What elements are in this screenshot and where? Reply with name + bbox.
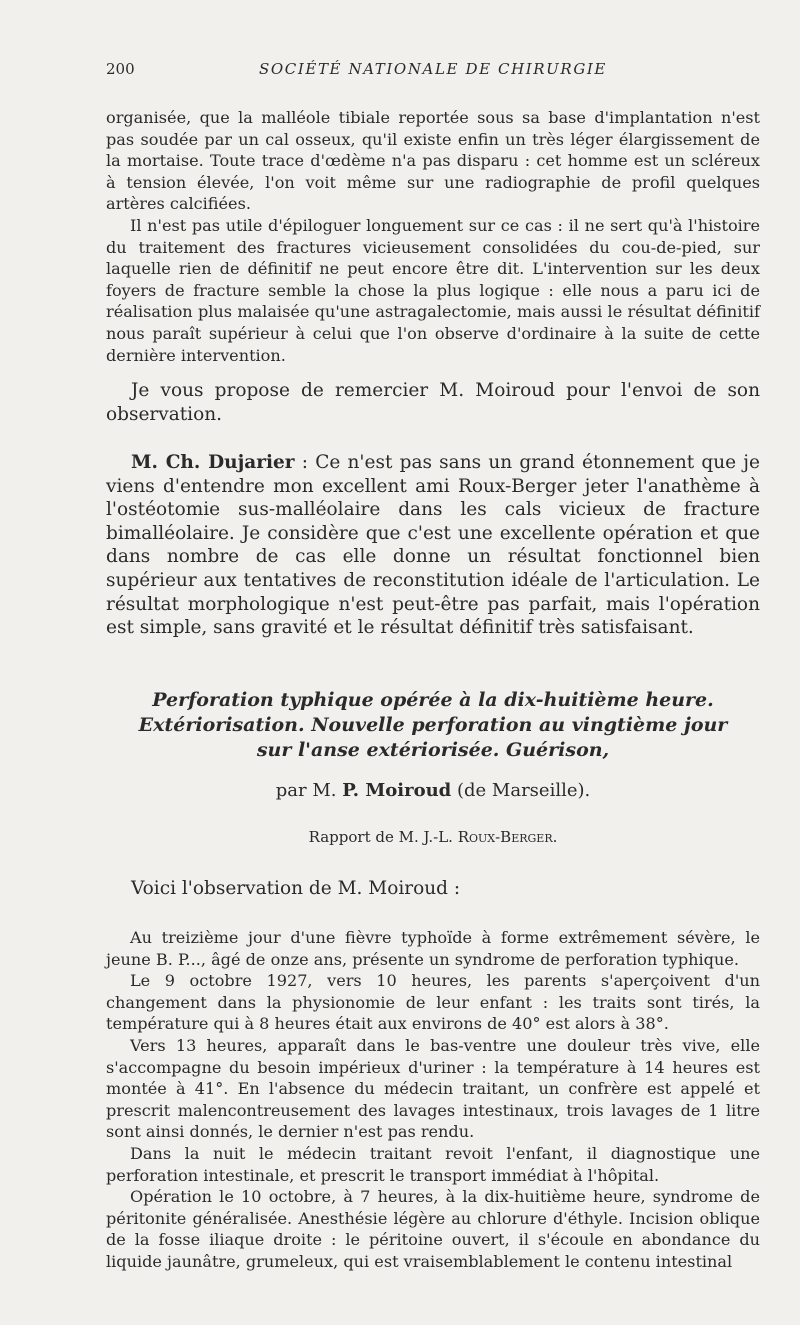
byline-prefix: par M. bbox=[275, 780, 343, 801]
dujarier-block bbox=[106, 451, 760, 640]
byline-suffix: (de Marseille). bbox=[451, 780, 591, 801]
rapporteur-name: Roux-Berger bbox=[457, 828, 553, 846]
rapport-prefix: Rapport de M. J.-L. bbox=[308, 828, 458, 846]
paragraph: organisée, que la malléole tibiale reportée sous sa base d'implantation n'est pas soudée par un cal osseux, qu'il existe enfin un très léger élargissement de la mortaise. Toute trace d'œdème n'a pas disparu : cet homme est un scléreux à tension élevée, l'on voit même sur une radiographie de profil quelques artères calcifiées. bbox=[106, 108, 760, 214]
byline bbox=[106, 780, 760, 801]
rapport-line bbox=[106, 828, 760, 846]
dujarier-text: : Ce n'est pas sans un grand étonnement que je viens d'entendre mon excellent ami Roux-Berger jeter l'anathème à l'ostéotomie sus-malléolaire dans les cals vicieux de fracture bimalléolaire. Je considère que c'est une excellente opération et que dans nombre de cas elle donne un résultat fonctionnel bien supérieur aux tentatives de reconstitution idéale de l'articulation. Le résultat morphologique n'est peut-être pas parfait, mais l'opération est simple, sans gravité et le résultat définitif très satisfaisant. bbox=[106, 452, 760, 639]
title-line: Perforation typhique opérée à la dix-huitième heure. bbox=[152, 689, 714, 711]
paragraph: Le 9 octobre 1927, vers 10 heures, les parents s'aperçoivent d'un changement dans la physionomie de leur enfant : les traits sont tirés, la température qui à 8 heures était aux environs de 40° est alors à 38°. bbox=[106, 971, 760, 1034]
title-line: Extériorisation. Nouvelle perforation au vingtième jour bbox=[138, 714, 728, 736]
top-text-block bbox=[106, 107, 760, 366]
rapport-suffix: . bbox=[552, 828, 558, 846]
paragraph: Au treizième jour d'une fièvre typhoïde à forme extrêmement sévère, le jeune B. P..., âgé de onze ans, présente un syndrome de perforation typhique. bbox=[106, 928, 760, 969]
intro-block bbox=[106, 877, 760, 901]
paragraph: Vers 13 heures, apparaît dans le bas-ventre une douleur très vive, elle s'accompagne du besoin impérieux d'uriner : la température à 14 heures est montée à 41°. En l'absence du médecin traitant, un confrère est appelé et prescrit malencontreusement des lavages intestinaux, trois lavages de 1 litre sont ainsi donnés, le dernier n'est pas rendu. bbox=[106, 1035, 760, 1142]
page-number: 200 bbox=[106, 60, 135, 78]
speaker-name: M. Ch. Dujarier bbox=[131, 452, 295, 473]
observation-block bbox=[106, 927, 760, 1273]
proposal-paragraph: Je vous propose de remercier M. Moiroud pour l'envoi de son observation. bbox=[106, 380, 760, 425]
proposal-block bbox=[106, 379, 760, 426]
author-name: P. Moiroud bbox=[342, 780, 452, 801]
title-line: sur l'anse extériorisée. Guérison, bbox=[256, 739, 610, 761]
dujarier-paragraph bbox=[106, 451, 760, 640]
running-title: SOCIÉTÉ NATIONALE DE CHIRURGIE bbox=[259, 60, 607, 78]
paragraph: Il n'est pas utile d'épiloguer longuement sur ce cas : il ne sert qu'à l'histoire du traitement des fractures vicieusement consolidées du cou-de-pied, sur laquelle rien de définitif ne peut encore être dit. L'intervention sur les deux foyers de fracture semble la chose la plus logique : elle nous a paru ici de réalisation plus malaisée qu'une astragalectomie, mais aussi le résultat définitif nous paraît supérieur à celui que l'on observe d'ordinaire à la suite de cette dernière intervention. bbox=[106, 215, 760, 365]
paragraph: Opération le 10 octobre, à 7 heures, à la dix-huitième heure, syndrome de péritonite généralisée. Anesthésie légère au chlorure d'éthyle. Incision oblique de la fosse iliaque droite : le péritoine ouvert, il s'écoule en abondance du liquide jaunâtre, grumeleux, qui est vraisemblablement le contenu intestinal bbox=[106, 1187, 760, 1271]
page-header bbox=[106, 60, 760, 84]
intro-paragraph: Voici l'observation de M. Moiroud : bbox=[131, 878, 461, 899]
article-title bbox=[106, 688, 760, 763]
paragraph: Dans la nuit le médecin traitant revoit l'enfant, il diagnostique une perforation intestinale, et prescrit le transport immédiat à l'hôpital. bbox=[106, 1143, 760, 1185]
